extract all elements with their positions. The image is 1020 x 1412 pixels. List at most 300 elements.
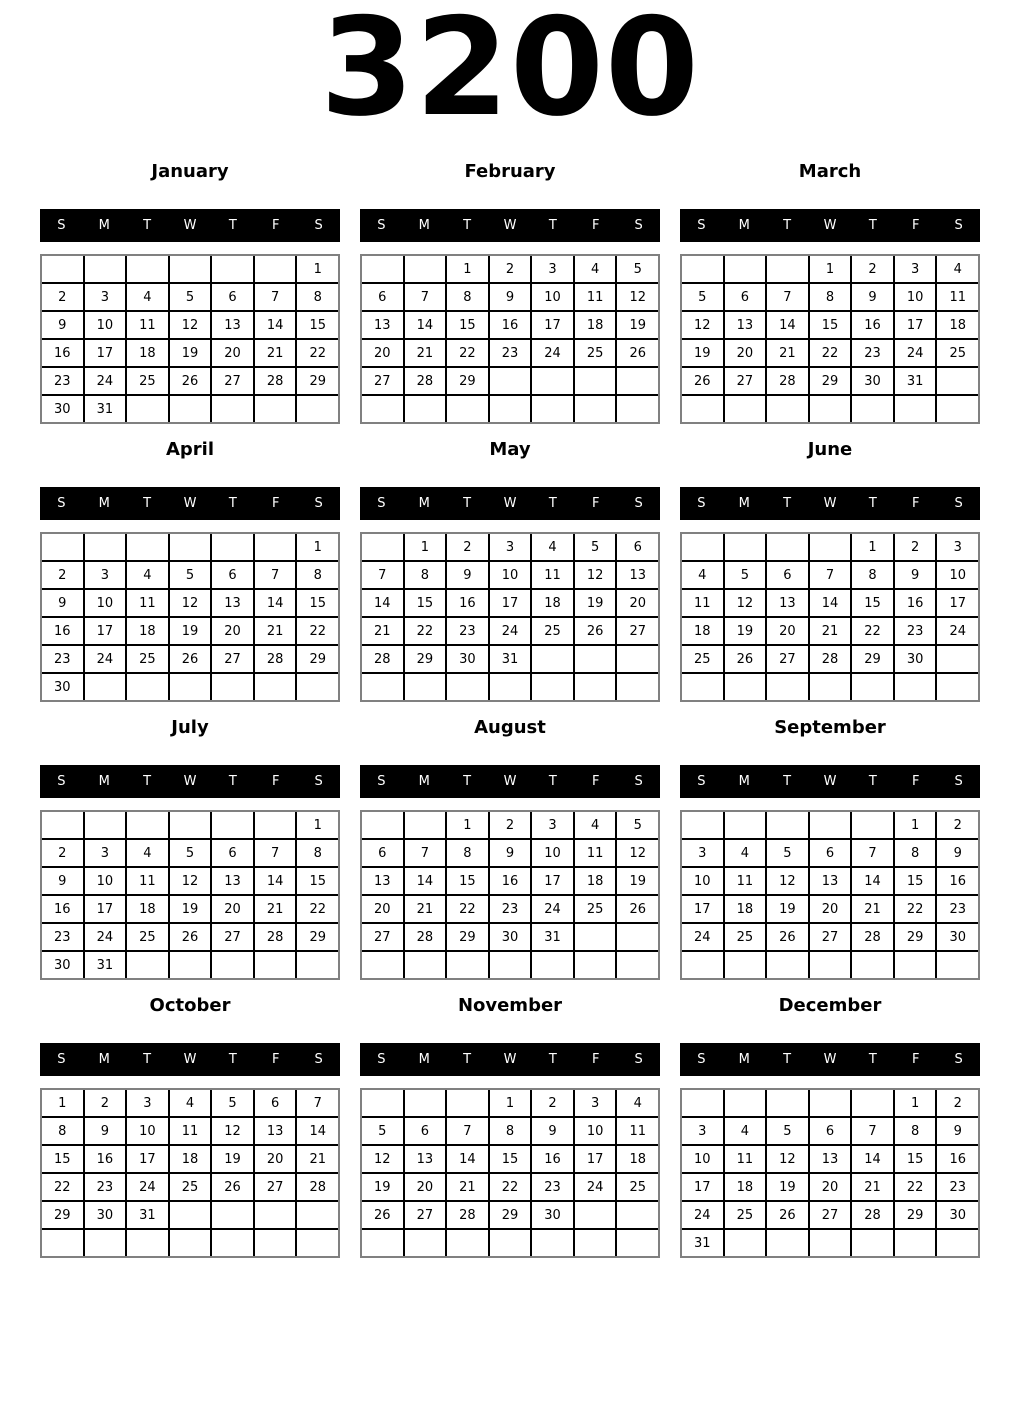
- day-cell: 15: [490, 1146, 531, 1172]
- day-cell-empty: [405, 396, 446, 422]
- day-cell: 29: [852, 646, 893, 672]
- day-cell: 14: [255, 868, 296, 894]
- day-cell-empty: [362, 534, 403, 560]
- day-cell-empty: [682, 674, 723, 700]
- day-cell: 28: [405, 924, 446, 950]
- weekday-label: S: [57, 1052, 66, 1067]
- weekday-header: [360, 487, 660, 520]
- day-cell: 16: [42, 618, 83, 644]
- day-cell-empty: [170, 1230, 211, 1256]
- day-cell-empty: [490, 1230, 531, 1256]
- day-cell: 27: [362, 924, 403, 950]
- day-cell: 24: [85, 924, 126, 950]
- weekday-header: [360, 765, 660, 798]
- day-cell: 23: [937, 1174, 978, 1200]
- day-cell: 9: [42, 312, 83, 338]
- day-cell: 4: [617, 1090, 658, 1116]
- day-cell: 18: [575, 312, 616, 338]
- day-cell: 17: [532, 868, 573, 894]
- day-cell: 19: [170, 618, 211, 644]
- day-cell: 6: [810, 1118, 851, 1144]
- day-cell: 11: [725, 868, 766, 894]
- year-title: 3200: [320, 0, 700, 146]
- weekday-label: S: [954, 774, 963, 789]
- day-cell: 20: [255, 1146, 296, 1172]
- weekday-label: T: [548, 218, 557, 233]
- day-cell: 25: [575, 340, 616, 366]
- day-cell: 12: [617, 840, 658, 866]
- day-cell: 25: [575, 896, 616, 922]
- day-cell: 10: [127, 1118, 168, 1144]
- weekday-label: S: [314, 1052, 323, 1067]
- day-cell: 15: [810, 312, 851, 338]
- day-cell: 3: [85, 562, 126, 588]
- day-cell: 13: [405, 1146, 446, 1172]
- day-cell: 12: [767, 1146, 808, 1172]
- day-cell: 11: [575, 840, 616, 866]
- day-cell: 7: [447, 1118, 488, 1144]
- day-cell: 13: [725, 312, 766, 338]
- weekday-label: T: [868, 1052, 877, 1067]
- month: [40, 715, 340, 980]
- day-cell: 2: [42, 840, 83, 866]
- day-cell-empty: [490, 396, 531, 422]
- day-cell-empty: [127, 1230, 168, 1256]
- day-cell-empty: [490, 674, 531, 700]
- day-cell: 9: [895, 562, 936, 588]
- day-cell: 28: [255, 646, 296, 672]
- day-cell: 16: [490, 868, 531, 894]
- day-cell-empty: [767, 256, 808, 282]
- month: [360, 993, 660, 1258]
- weekday-label: S: [954, 1052, 963, 1067]
- weekday-label: S: [697, 1052, 706, 1067]
- day-cell: 4: [127, 562, 168, 588]
- day-cell-empty: [682, 1090, 723, 1116]
- day-cell: 26: [170, 924, 211, 950]
- day-grid: [680, 810, 980, 980]
- weekday-label: T: [143, 218, 152, 233]
- weekday-header: [360, 209, 660, 242]
- day-cell: 29: [42, 1202, 83, 1228]
- day-cell-empty: [255, 1230, 296, 1256]
- month-title: June: [807, 439, 853, 460]
- day-cell-empty: [725, 674, 766, 700]
- day-cell: 1: [297, 812, 338, 838]
- day-cell: 18: [725, 1174, 766, 1200]
- day-cell: 29: [405, 646, 446, 672]
- day-cell: 11: [617, 1118, 658, 1144]
- day-cell: 23: [490, 340, 531, 366]
- day-cell-empty: [575, 646, 616, 672]
- day-cell-empty: [810, 1090, 851, 1116]
- day-cell: 6: [255, 1090, 296, 1116]
- weekday-label: T: [548, 774, 557, 789]
- weekday-label: M: [418, 218, 430, 233]
- day-cell-empty: [212, 1230, 253, 1256]
- month: [40, 437, 340, 702]
- day-cell-empty: [297, 952, 338, 978]
- day-cell: 22: [895, 1174, 936, 1200]
- day-cell: 16: [42, 340, 83, 366]
- day-cell: 8: [852, 562, 893, 588]
- day-cell: 15: [297, 312, 338, 338]
- month: [680, 159, 980, 424]
- day-cell-empty: [617, 1202, 658, 1228]
- day-cell: 17: [127, 1146, 168, 1172]
- day-cell-empty: [895, 1230, 936, 1256]
- weekday-label: T: [228, 1052, 237, 1067]
- day-cell: 23: [490, 896, 531, 922]
- day-cell: 21: [852, 896, 893, 922]
- day-cell: 1: [852, 534, 893, 560]
- day-cell: 28: [852, 1202, 893, 1228]
- day-cell: 2: [937, 1090, 978, 1116]
- day-cell-empty: [617, 396, 658, 422]
- day-cell: 29: [297, 646, 338, 672]
- day-cell-empty: [362, 674, 403, 700]
- weekday-label: M: [738, 774, 750, 789]
- day-cell: 24: [937, 618, 978, 644]
- day-cell: 27: [255, 1174, 296, 1200]
- day-cell: 15: [297, 868, 338, 894]
- day-cell: 6: [767, 562, 808, 588]
- day-cell: 8: [42, 1118, 83, 1144]
- day-cell: 20: [405, 1174, 446, 1200]
- day-cell-empty: [810, 674, 851, 700]
- weekday-header: [40, 487, 340, 520]
- day-cell: 25: [937, 340, 978, 366]
- day-cell: 24: [575, 1174, 616, 1200]
- day-cell: 10: [895, 284, 936, 310]
- day-cell-empty: [362, 1090, 403, 1116]
- day-cell: 2: [532, 1090, 573, 1116]
- day-cell: 2: [42, 284, 83, 310]
- day-cell: 8: [810, 284, 851, 310]
- day-cell: 3: [532, 812, 573, 838]
- day-cell: 17: [85, 896, 126, 922]
- day-cell: 9: [937, 840, 978, 866]
- day-cell: 4: [725, 1118, 766, 1144]
- weekday-label: T: [548, 1052, 557, 1067]
- day-cell-empty: [447, 1090, 488, 1116]
- day-cell-empty: [852, 1230, 893, 1256]
- day-cell: 28: [255, 368, 296, 394]
- day-cell: 24: [127, 1174, 168, 1200]
- day-cell: 21: [810, 618, 851, 644]
- day-cell: 22: [297, 618, 338, 644]
- day-cell: 25: [127, 646, 168, 672]
- day-cell: 31: [682, 1230, 723, 1256]
- day-cell-empty: [362, 256, 403, 282]
- day-cell: 28: [767, 368, 808, 394]
- day-cell: 13: [255, 1118, 296, 1144]
- weekday-label: F: [591, 218, 600, 233]
- day-cell: 24: [682, 1202, 723, 1228]
- day-cell: 6: [212, 562, 253, 588]
- day-cell: 31: [85, 396, 126, 422]
- weekday-label: W: [823, 1052, 837, 1067]
- day-cell-empty: [937, 952, 978, 978]
- day-cell: 1: [490, 1090, 531, 1116]
- day-cell-empty: [212, 674, 253, 700]
- day-cell-empty: [575, 1230, 616, 1256]
- day-cell: 17: [85, 618, 126, 644]
- day-cell: 11: [682, 590, 723, 616]
- day-cell: 30: [490, 924, 531, 950]
- day-cell: 29: [297, 368, 338, 394]
- day-grid: [680, 1088, 980, 1258]
- day-cell: 29: [895, 924, 936, 950]
- day-cell: 25: [127, 368, 168, 394]
- day-cell: 24: [85, 368, 126, 394]
- day-cell-empty: [810, 952, 851, 978]
- day-cell: 7: [255, 562, 296, 588]
- day-cell: 18: [937, 312, 978, 338]
- day-cell: 20: [362, 896, 403, 922]
- day-cell: 30: [42, 396, 83, 422]
- weekday-label: F: [271, 774, 280, 789]
- day-cell: 26: [617, 340, 658, 366]
- day-cell-empty: [362, 396, 403, 422]
- day-cell: 31: [85, 952, 126, 978]
- day-cell: 13: [810, 868, 851, 894]
- day-cell: 22: [42, 1174, 83, 1200]
- day-cell: 2: [852, 256, 893, 282]
- month: [360, 437, 660, 702]
- day-cell: 5: [212, 1090, 253, 1116]
- weekday-label: W: [503, 1052, 517, 1067]
- day-cell-empty: [42, 812, 83, 838]
- day-cell: 30: [937, 924, 978, 950]
- day-cell-empty: [255, 674, 296, 700]
- day-cell-empty: [767, 812, 808, 838]
- day-cell: 2: [895, 534, 936, 560]
- weekday-label: T: [868, 496, 877, 511]
- day-cell: 15: [852, 590, 893, 616]
- day-cell-empty: [127, 396, 168, 422]
- day-cell: 11: [937, 284, 978, 310]
- day-cell: 3: [682, 1118, 723, 1144]
- weekday-label: S: [634, 1052, 643, 1067]
- day-cell: 27: [725, 368, 766, 394]
- day-cell-empty: [405, 256, 446, 282]
- day-cell: 10: [532, 840, 573, 866]
- day-cell: 7: [255, 284, 296, 310]
- day-cell-empty: [447, 952, 488, 978]
- day-cell: 30: [852, 368, 893, 394]
- day-cell-empty: [212, 396, 253, 422]
- day-grid: [360, 254, 660, 424]
- month-title: January: [151, 161, 229, 182]
- day-cell-empty: [617, 368, 658, 394]
- weekday-header: [680, 765, 980, 798]
- weekday-header: [40, 1043, 340, 1076]
- day-cell: 9: [85, 1118, 126, 1144]
- day-cell: 3: [85, 284, 126, 310]
- day-cell: 18: [682, 618, 723, 644]
- weekday-label: M: [98, 496, 110, 511]
- day-cell: 20: [767, 618, 808, 644]
- day-cell-empty: [85, 1230, 126, 1256]
- day-cell: 21: [255, 618, 296, 644]
- day-cell: 14: [297, 1118, 338, 1144]
- day-cell: 23: [85, 1174, 126, 1200]
- day-cell: 24: [85, 646, 126, 672]
- day-cell-empty: [575, 368, 616, 394]
- month: [360, 715, 660, 980]
- day-cell-empty: [170, 812, 211, 838]
- day-cell: 27: [405, 1202, 446, 1228]
- day-cell: 21: [362, 618, 403, 644]
- day-cell: 8: [405, 562, 446, 588]
- day-cell: 13: [767, 590, 808, 616]
- weekday-label: T: [143, 496, 152, 511]
- day-cell: 28: [255, 924, 296, 950]
- day-cell: 27: [617, 618, 658, 644]
- day-cell: 12: [212, 1118, 253, 1144]
- weekday-header: [680, 209, 980, 242]
- day-cell-empty: [852, 812, 893, 838]
- day-cell: 21: [255, 340, 296, 366]
- day-cell: 18: [127, 618, 168, 644]
- day-grid: [40, 532, 340, 702]
- weekday-label: F: [911, 218, 920, 233]
- day-cell-empty: [532, 646, 573, 672]
- day-cell: 1: [447, 256, 488, 282]
- day-cell: 24: [682, 924, 723, 950]
- day-cell: 30: [42, 952, 83, 978]
- day-cell: 22: [895, 896, 936, 922]
- month-title: September: [774, 717, 886, 738]
- day-cell: 17: [682, 1174, 723, 1200]
- day-cell-empty: [767, 1090, 808, 1116]
- day-cell-empty: [532, 368, 573, 394]
- day-cell: 5: [617, 812, 658, 838]
- day-cell: 20: [212, 340, 253, 366]
- weekday-label: T: [228, 774, 237, 789]
- day-cell: 7: [852, 840, 893, 866]
- day-cell-empty: [212, 256, 253, 282]
- weekday-label: W: [823, 218, 837, 233]
- day-cell-empty: [617, 674, 658, 700]
- day-cell: 7: [810, 562, 851, 588]
- day-cell-empty: [447, 1230, 488, 1256]
- day-cell: 7: [767, 284, 808, 310]
- day-cell: 1: [297, 256, 338, 282]
- day-cell: 14: [255, 590, 296, 616]
- day-cell: 10: [532, 284, 573, 310]
- day-cell-empty: [297, 396, 338, 422]
- day-cell: 23: [937, 896, 978, 922]
- day-cell: 22: [852, 618, 893, 644]
- month: [680, 993, 980, 1258]
- day-cell: 4: [127, 840, 168, 866]
- day-cell: 13: [362, 312, 403, 338]
- day-cell-empty: [212, 1202, 253, 1228]
- weekday-label: M: [738, 1052, 750, 1067]
- day-cell-empty: [575, 674, 616, 700]
- day-cell: 15: [405, 590, 446, 616]
- day-cell: 26: [767, 1202, 808, 1228]
- weekday-label: M: [418, 496, 430, 511]
- day-cell: 10: [85, 312, 126, 338]
- day-cell: 10: [682, 1146, 723, 1172]
- day-cell: 16: [85, 1146, 126, 1172]
- day-cell: 29: [490, 1202, 531, 1228]
- day-cell: 15: [447, 312, 488, 338]
- day-cell-empty: [85, 534, 126, 560]
- day-cell-empty: [682, 812, 723, 838]
- day-cell-empty: [212, 534, 253, 560]
- weekday-label: T: [143, 1052, 152, 1067]
- day-cell: 23: [42, 924, 83, 950]
- day-cell: 5: [170, 284, 211, 310]
- weekday-label: S: [634, 496, 643, 511]
- day-cell: 19: [617, 312, 658, 338]
- day-cell: 25: [725, 1202, 766, 1228]
- day-cell: 29: [895, 1202, 936, 1228]
- day-cell-empty: [255, 812, 296, 838]
- day-cell-empty: [617, 1230, 658, 1256]
- day-cell: 21: [297, 1146, 338, 1172]
- day-cell: 23: [42, 368, 83, 394]
- day-cell-empty: [725, 534, 766, 560]
- day-cell-empty: [127, 534, 168, 560]
- day-cell: 16: [490, 312, 531, 338]
- month-title: December: [778, 995, 882, 1016]
- weekday-header: [40, 765, 340, 798]
- day-cell: 5: [170, 562, 211, 588]
- weekday-label: T: [783, 774, 792, 789]
- day-cell: 19: [362, 1174, 403, 1200]
- day-cell: 3: [937, 534, 978, 560]
- weekday-label: S: [57, 774, 66, 789]
- day-cell: 2: [85, 1090, 126, 1116]
- day-cell-empty: [405, 1230, 446, 1256]
- day-cell: 1: [297, 534, 338, 560]
- day-cell-empty: [852, 1090, 893, 1116]
- day-cell: 6: [212, 284, 253, 310]
- day-cell: 26: [767, 924, 808, 950]
- day-cell: 14: [852, 1146, 893, 1172]
- day-cell: 8: [895, 840, 936, 866]
- day-cell-empty: [725, 952, 766, 978]
- day-cell: 12: [767, 868, 808, 894]
- day-cell: 6: [810, 840, 851, 866]
- weekday-label: T: [463, 774, 472, 789]
- day-cell: 3: [532, 256, 573, 282]
- day-cell-empty: [767, 674, 808, 700]
- day-cell: 15: [895, 868, 936, 894]
- day-grid: [360, 1088, 660, 1258]
- day-cell: 11: [532, 562, 573, 588]
- day-cell-empty: [532, 952, 573, 978]
- day-cell-empty: [170, 674, 211, 700]
- month-title: November: [457, 995, 563, 1016]
- day-cell: 12: [575, 562, 616, 588]
- day-cell: 1: [42, 1090, 83, 1116]
- day-cell: 8: [895, 1118, 936, 1144]
- day-cell-empty: [127, 256, 168, 282]
- day-cell: 19: [682, 340, 723, 366]
- day-cell: 7: [405, 840, 446, 866]
- day-cell: 30: [447, 646, 488, 672]
- day-cell: 28: [810, 646, 851, 672]
- day-cell: 24: [490, 618, 531, 644]
- day-cell: 22: [297, 340, 338, 366]
- day-cell-empty: [682, 534, 723, 560]
